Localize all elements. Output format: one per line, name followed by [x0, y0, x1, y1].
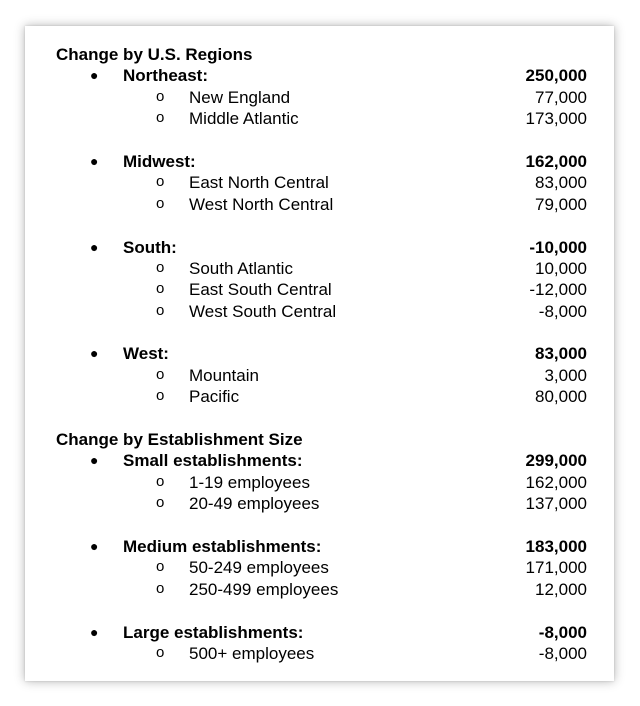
item-row-1-19-employees	[56, 472, 587, 493]
group-value: 299,000	[525, 451, 587, 471]
item-row-west-south-central	[56, 301, 587, 322]
item-label: New England	[189, 87, 291, 107]
sub-bullet-marker: o	[156, 365, 165, 383]
item-value: 79,000	[535, 194, 587, 214]
group-row-northeast	[56, 65, 587, 86]
item-value: 173,000	[525, 109, 587, 129]
item-value: 137,000	[525, 494, 587, 514]
group-label: Large establishments:	[123, 622, 304, 642]
group-row-large-establishments	[56, 622, 587, 643]
group-value: 83,000	[535, 344, 587, 364]
bullet-marker: ●	[90, 452, 99, 469]
item-row-mountain	[56, 365, 587, 386]
item-value: 80,000	[535, 387, 587, 407]
item-label: Mountain	[189, 365, 259, 385]
group-value: 162,000	[525, 151, 587, 171]
group-value: 183,000	[525, 536, 587, 556]
group-row-medium-establishments	[56, 536, 587, 557]
group-label: Northeast:	[123, 66, 209, 86]
group-label: Medium establishments:	[123, 536, 322, 556]
spacer	[56, 322, 587, 343]
item-label: 50-249 employees	[189, 558, 329, 578]
sub-bullet-marker: o	[156, 643, 165, 661]
item-value: 12,000	[535, 579, 587, 599]
bullet-marker: ●	[90, 537, 99, 554]
item-label: 20-49 employees	[189, 494, 320, 514]
bullet-marker: ●	[90, 67, 99, 84]
item-row-50-249-employees	[56, 557, 587, 578]
group-row-small-establishments	[56, 450, 587, 471]
item-label: East South Central	[189, 280, 332, 300]
item-value: 77,000	[535, 87, 587, 107]
item-label: 500+ employees	[189, 643, 315, 663]
spacer	[56, 515, 587, 536]
item-value: -12,000	[529, 280, 587, 300]
sub-bullet-marker: o	[156, 194, 165, 212]
group-value: -8,000	[538, 622, 587, 642]
spacer	[56, 130, 587, 151]
group-row-south	[56, 237, 587, 258]
sub-bullet-marker: o	[156, 258, 165, 276]
item-row-pacific	[56, 386, 587, 407]
item-label: Middle Atlantic	[189, 109, 299, 129]
item-label: East North Central	[189, 173, 329, 193]
sub-bullet-marker: o	[156, 301, 165, 319]
document-page	[25, 26, 614, 681]
item-row-east-north-central	[56, 172, 587, 193]
sub-bullet-marker: o	[156, 472, 165, 490]
bullet-marker: ●	[90, 152, 99, 169]
item-row-250-499-employees	[56, 579, 587, 600]
bullet-marker: ●	[90, 623, 99, 640]
item-row-middle-atlantic	[56, 108, 587, 129]
item-value: 162,000	[525, 472, 587, 492]
item-label: 250-499 employees	[189, 579, 339, 599]
spacer	[56, 600, 587, 621]
sub-bullet-marker: o	[156, 173, 165, 191]
sub-bullet-marker: o	[156, 280, 165, 298]
spacer	[56, 408, 587, 429]
item-row-east-south-central	[56, 279, 587, 300]
item-value: 10,000	[535, 258, 587, 278]
group-value: 250,000	[525, 66, 587, 86]
item-value: -8,000	[538, 643, 587, 663]
item-value: 171,000	[525, 558, 587, 578]
section-heading-regions: Change by U.S. Regions	[56, 45, 253, 64]
sub-bullet-marker: o	[156, 387, 165, 405]
sub-bullet-marker: o	[156, 579, 165, 597]
item-label: Pacific	[189, 387, 240, 407]
group-label: West:	[123, 344, 169, 364]
spacer	[56, 215, 587, 236]
sub-bullet-marker: o	[156, 558, 165, 576]
sub-bullet-marker: o	[156, 109, 165, 127]
item-value: 83,000	[535, 173, 587, 193]
item-row-500-plus-employees	[56, 643, 587, 664]
item-label: 1-19 employees	[189, 472, 310, 492]
item-label: South Atlantic	[189, 258, 293, 278]
item-label: West South Central	[189, 301, 337, 321]
bullet-marker: ●	[90, 238, 99, 255]
document-content	[56, 44, 587, 664]
group-row-west	[56, 343, 587, 364]
group-label: Midwest:	[123, 151, 196, 171]
sub-bullet-marker: o	[156, 87, 165, 105]
item-row-south-atlantic	[56, 258, 587, 279]
item-row-new-england	[56, 87, 587, 108]
group-label: South:	[123, 237, 177, 257]
group-row-midwest	[56, 151, 587, 172]
item-value: -8,000	[538, 301, 587, 321]
section-heading-establishment-size: Change by Establishment Size	[56, 430, 303, 450]
group-label: Small establishments:	[123, 451, 303, 471]
bullet-marker: ●	[90, 345, 99, 362]
item-value: 3,000	[544, 365, 587, 385]
sub-bullet-marker: o	[156, 494, 165, 512]
group-value: -10,000	[529, 237, 587, 257]
item-row-20-49-employees	[56, 493, 587, 514]
item-row-west-north-central	[56, 194, 587, 215]
item-label: West North Central	[189, 194, 334, 214]
